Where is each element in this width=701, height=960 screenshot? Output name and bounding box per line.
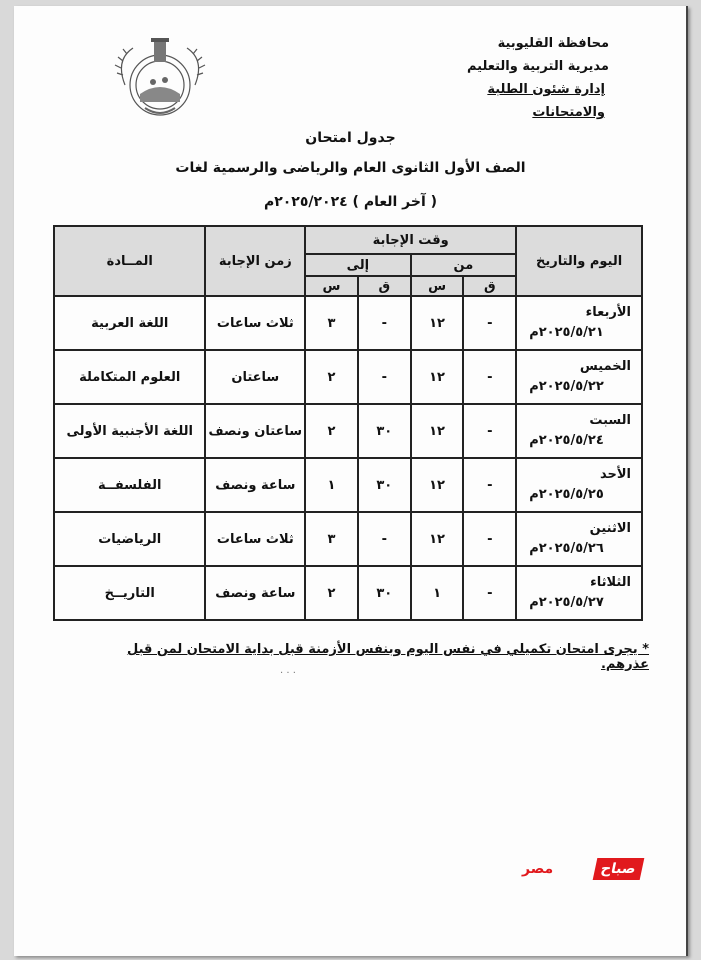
from-hour: ١٢ xyxy=(411,404,464,458)
from-minute: - xyxy=(463,458,516,512)
duration: ساعة ونصف xyxy=(205,458,305,512)
from-minute: - xyxy=(463,350,516,404)
to-minute: ٣٠ xyxy=(358,566,411,620)
exam-date: ٢٠٢٥/٥/٢٢م xyxy=(529,379,604,394)
header-from-min: ق xyxy=(463,276,516,296)
day-name: الاثنين xyxy=(589,521,631,536)
from-hour: ١٢ xyxy=(411,350,464,404)
to-minute: ٣٠ xyxy=(358,404,411,458)
to-minute: ٣٠ xyxy=(358,458,411,512)
header-to-hour: س xyxy=(305,276,358,296)
day-name: الثلاثاء xyxy=(590,575,631,590)
duration: ساعتان ونصف xyxy=(205,404,305,458)
to-minute: - xyxy=(358,512,411,566)
from-minute: - xyxy=(463,512,516,566)
exam-date: ٢٠٢٥/٥/٢١م xyxy=(529,325,604,340)
subject: التاريــخ xyxy=(54,566,205,620)
exam-date: ٢٠٢٥/٥/٢٤م xyxy=(529,433,604,448)
header-day-date: اليوم والتاريخ xyxy=(516,226,642,296)
directorate-name: مديرية التربية والتعليم xyxy=(466,59,609,74)
duration: ساعة ونصف xyxy=(205,566,305,620)
duration: ثلاث ساعات xyxy=(205,296,305,350)
header-duration: زمن الإجابة xyxy=(205,226,305,296)
from-minute: - xyxy=(463,404,516,458)
subject: اللغة العربية xyxy=(54,296,205,350)
to-minute: - xyxy=(358,350,411,404)
from-hour: ١٢ xyxy=(411,512,464,566)
day-date-cell xyxy=(516,350,642,404)
scan-dots: · · · xyxy=(280,668,296,679)
schedule-title: جدول امتحان xyxy=(305,130,396,146)
to-hour: ٣ xyxy=(305,296,358,350)
exam-date: ٢٠٢٥/٥/٢٥م xyxy=(529,487,604,502)
header-answer-time: وقت الإجابة xyxy=(305,226,516,254)
governorate-seal-icon xyxy=(105,30,215,130)
header-from-hour: س xyxy=(411,276,464,296)
grade-title: الصف الأول الثانوى العام والرياضى والرسمية لغات xyxy=(175,160,526,176)
table-row xyxy=(54,404,642,458)
from-minute: - xyxy=(463,296,516,350)
day-date-cell xyxy=(516,566,642,620)
to-hour: ٢ xyxy=(305,404,358,458)
table-row xyxy=(54,566,642,620)
day-name: الأربعاء xyxy=(585,305,631,320)
from-minute: - xyxy=(463,566,516,620)
day-name: السبت xyxy=(589,413,631,428)
day-date-cell xyxy=(516,458,642,512)
header-from: من xyxy=(411,254,517,276)
logo-box-text: صباح xyxy=(593,858,644,880)
subject: اللغة الأجنبية الأولى xyxy=(54,404,205,458)
table-row xyxy=(54,512,642,566)
subject: العلوم المتكاملة xyxy=(54,350,205,404)
table-row xyxy=(54,296,642,350)
exam-date: ٢٠٢٥/٥/٢٧م xyxy=(529,595,604,610)
to-hour: ١ xyxy=(305,458,358,512)
table-row xyxy=(54,458,642,512)
sabah-masr-logo xyxy=(518,858,642,882)
subject: الرياضيات xyxy=(54,512,205,566)
exam-date: ٢٠٢٥/٥/٢٦م xyxy=(529,541,604,556)
makeup-exam-note: * يجرى امتحان تكميلي في نفس اليوم وبنفس الأزمنة قبل بداية الامتحان لمن قبل عذرهم. xyxy=(126,642,649,672)
day-date-cell xyxy=(516,404,642,458)
header-subject: المــادة xyxy=(54,226,205,296)
ministry-header xyxy=(429,32,609,120)
day-name: الأحد xyxy=(599,467,631,482)
to-hour: ٢ xyxy=(305,350,358,404)
day-date-cell xyxy=(516,296,642,350)
logo-rest-text: مصر xyxy=(522,861,554,877)
duration: ساعتان xyxy=(205,350,305,404)
academic-year: ( آخر العام ) ٢٠٢٥/٢٠٢٤م xyxy=(263,194,438,210)
from-hour: ١ xyxy=(411,566,464,620)
to-hour: ٣ xyxy=(305,512,358,566)
exam-schedule-table xyxy=(53,225,643,621)
to-minute: - xyxy=(358,296,411,350)
subject: الفلسفــة xyxy=(54,458,205,512)
to-hour: ٢ xyxy=(305,566,358,620)
from-hour: ١٢ xyxy=(411,458,464,512)
table-row xyxy=(54,350,642,404)
header-to-min: ق xyxy=(358,276,411,296)
duration: ثلاث ساعات xyxy=(205,512,305,566)
day-name: الخميس xyxy=(579,359,631,374)
header-to: إلى xyxy=(305,254,411,276)
day-date-cell xyxy=(516,512,642,566)
from-hour: ١٢ xyxy=(411,296,464,350)
administration-name: إدارة شئون الطلبة والامتحانات xyxy=(487,82,605,120)
governorate-name: محافظة القليوبية xyxy=(497,36,609,51)
